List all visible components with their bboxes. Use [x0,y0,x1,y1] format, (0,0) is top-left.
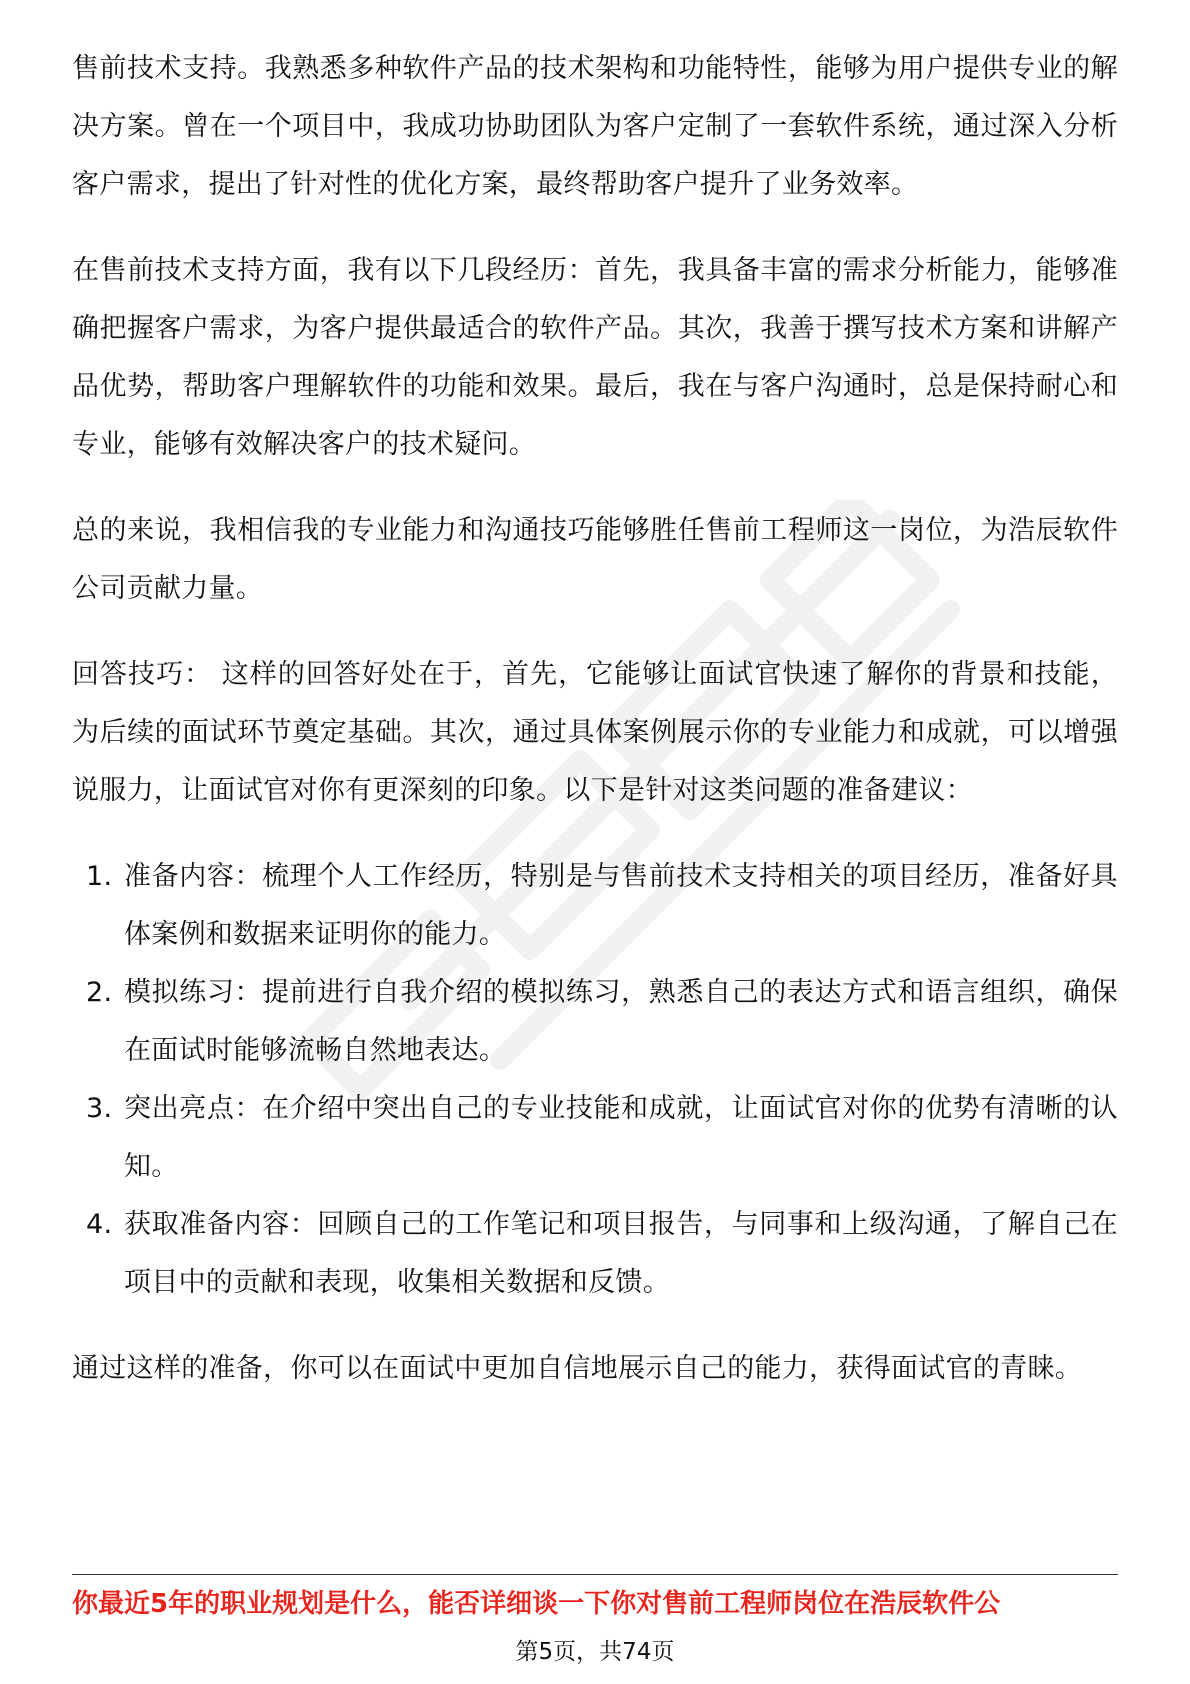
paragraph-summary: 总的来说，我相信我的专业能力和沟通技巧能够胜任售前工程师这一岗位，为浩辰软件公司贡献力量。 [72,515,1118,604]
list-item-number: 3. [86,1093,113,1124]
list-item-text: 准备内容：梳理个人工作经历，特别是与售前技术支持相关的项目经历，准备好具体案例和数据来证明你的能力。 [124,861,1118,950]
preparation-list [72,848,1118,1312]
footer-divider [72,1574,1118,1575]
list-item-number: 1. [86,861,113,892]
paragraph-answer-tips: 回答技巧： 这样的回答好处在于，首先，它能够让面试官快速了解你的背景和技能，为后续的面试环节奠定基础。其次，通过具体案例展示你的专业能力和成就，可以增强说服力，让面试官对你有更深刻的印象。以下是针对这类问题的准备建议： [72,659,1118,806]
paragraph-intro: 售前技术支持。我熟悉多种软件产品的技术架构和功能特性，能够为用户提供专业的解决方案。曾在一个项目中，我成功协助团队为客户定制了一套软件系统，通过深入分析客户需求，提出了针对性的优化方案，最终帮助客户提升了业务效率。 [72,53,1118,200]
paragraph-closing: 通过这样的准备，你可以在面试中更加自信地展示自己的能力，获得面试官的青睐。 [72,1353,1083,1384]
list-item-text: 获取准备内容：回顾自己的工作笔记和项目报告，与同事和上级沟通，了解自己在项目中的贡献和表现，收集相关数据和反馈。 [124,1209,1118,1298]
page-number: 第5页，共74页 [515,1639,675,1665]
list-item [72,1196,1118,1312]
list-item [72,848,1118,964]
list-item [72,1080,1118,1196]
list-item [72,964,1118,1080]
main-content [72,40,1118,1426]
list-item-number: 2. [86,977,113,1008]
list-item-text: 模拟练习：提前进行自我介绍的模拟练习，熟悉自己的表达方式和语言组织，确保在面试时能够流畅自然地表达。 [124,977,1118,1066]
list-item-number: 4. [86,1209,113,1240]
list-item-text: 突出亮点：在介绍中突出自己的专业技能和成就，让面试官对你的优势有清晰的认知。 [124,1093,1118,1182]
next-question-title: 你最近5年的职业规划是什么，能否详细谈一下你对售前工程师岗位在浩辰软件公 [72,1589,1001,1619]
paragraph-experience: 在售前技术支持方面，我有以下几段经历：首先，我具备丰富的需求分析能力，能够准确把握客户需求，为客户提供最适合的软件产品。其次，我善于撰写技术方案和讲解产品优势，帮助客户理解软件的功能和效果。最后，我在与客户沟通时，总是保持耐心和专业，能够有效解决客户的技术疑问。 [72,255,1118,460]
